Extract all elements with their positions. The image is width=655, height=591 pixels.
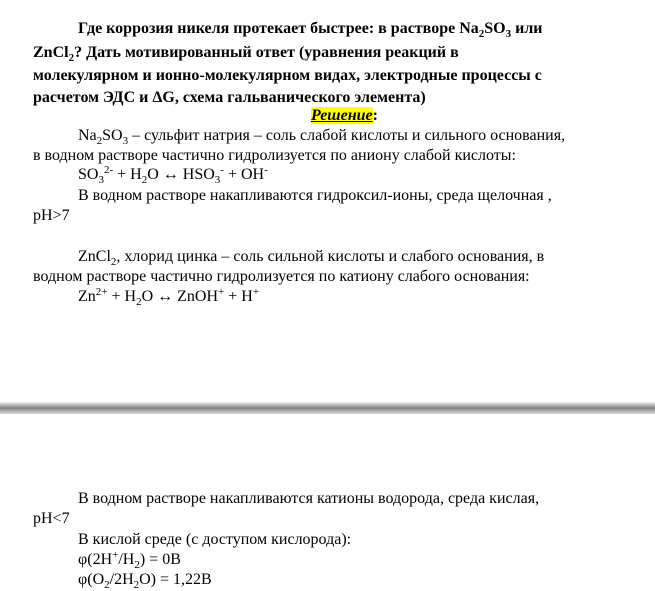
document-page-2 xyxy=(0,414,655,591)
equation-sulfite-hydrolysis: $SO_3^{2-} + H_2O$ ↔ $HSO_3^- + OH^-$ xyxy=(78,164,268,186)
potential-oxygen: $\varphi(O_2/2H_2O) = 1,22В$ xyxy=(78,571,212,591)
paragraph-acidic-ph: pH<7 xyxy=(33,510,70,527)
paragraph-zinc-chloride-line-2: водном растворе частично гидролизуется по катиону слабого основания: xyxy=(33,268,530,285)
potential-hydrogen: $\varphi(2H^+/H_2) = 0В$ xyxy=(78,549,181,571)
question-line-1: Где коррозия никеля протекает быстрее: в растворе $Na_2SO_3$ или xyxy=(78,20,543,40)
paragraph-acidic: В водном растворе накапливаются катионы водорода, среда кислая, xyxy=(78,490,540,507)
paragraph-sulfite: $Na_2SO_3$ – сульфит натрия – соль слабой кислоты и сильного основания, xyxy=(78,127,566,147)
paragraph-sulfite-line-2: в водном растворе частично гидролизуется по аниону слабой кислоты: xyxy=(33,147,516,164)
paragraph-alkaline-ph: pH>7 xyxy=(33,207,70,224)
paragraph-zinc-chloride: ZnCl$_2$, хлорид цинка – соль сильной кислоты и слабого основания, в xyxy=(78,248,545,268)
question-line-4: расчетом ЭДС и ΔG, схема гальванического элемента) xyxy=(33,89,426,106)
paragraph-alkaline: В водном растворе накапливаются гидроксил-ионы, среда щелочная , xyxy=(78,187,552,204)
question-line-2: ZnCl$_2$? Дать мотивированный ответ (уравнения реакций в xyxy=(33,44,459,64)
solution-heading: Решение: xyxy=(311,107,378,124)
paragraph-acid-medium: В кислой среде (с доступом кислорода): xyxy=(78,531,352,548)
question-line-3: молекулярном и ионно-молекулярном видах, электродные процессы с xyxy=(33,67,542,84)
equation-zinc-hydrolysis: $Zn^{2+} + H_2O$ ↔ ZnOH+ + H+ xyxy=(78,286,260,308)
page-separator xyxy=(0,402,655,414)
